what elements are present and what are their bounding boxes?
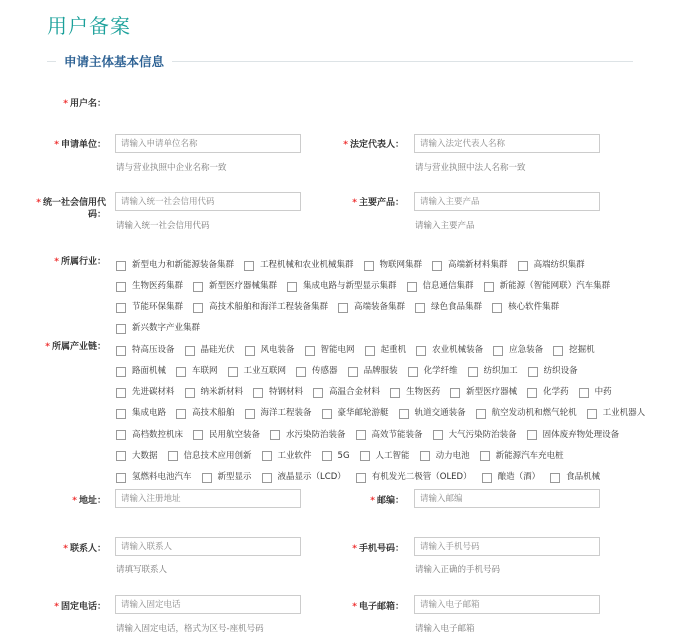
checkbox[interactable] (432, 261, 442, 271)
industry-chain-label: * 所属产业链： (45, 342, 106, 352)
industry-chain-option[interactable] (527, 384, 569, 401)
checkbox[interactable] (262, 473, 272, 483)
checkbox[interactable] (364, 261, 374, 271)
industry-chain-option-label: 轨道交通装备 (414, 408, 466, 419)
phone-input[interactable] (115, 595, 301, 614)
industry-chain-option-label: 高技术船舶 (192, 408, 235, 419)
checkbox[interactable] (116, 473, 126, 483)
industry-chain-option[interactable] (245, 342, 295, 359)
industry-chain-option[interactable] (450, 384, 517, 401)
industry-chain-option[interactable] (313, 384, 380, 401)
industry-chain-option[interactable] (493, 342, 543, 359)
checkbox[interactable] (270, 430, 280, 440)
industry-option[interactable] (116, 320, 200, 337)
industry-chain-option-label: 工业机器人 (602, 408, 646, 419)
industry-chain-option-label: 起重机 (380, 344, 407, 355)
industry-chain-option-label: 大数据 (132, 450, 158, 461)
checkbox[interactable] (399, 409, 409, 419)
industry-chain-option[interactable] (296, 363, 338, 380)
email-hint: 请输入电子邮箱 (415, 624, 475, 634)
checkbox[interactable] (262, 451, 272, 461)
checkbox[interactable] (408, 367, 418, 377)
industry-chain-option[interactable] (176, 363, 218, 380)
checkbox[interactable] (185, 346, 195, 356)
checkbox[interactable] (116, 430, 126, 440)
industry-option[interactable] (415, 299, 482, 316)
industry-chain-option[interactable] (527, 427, 620, 444)
postcode-label: * 邮编： (370, 496, 404, 506)
industry-option[interactable] (492, 299, 559, 316)
checkbox[interactable] (116, 261, 126, 271)
industry-chain-option-label: 固体废弃物处理设备 (542, 429, 620, 440)
industry-chain-option[interactable] (587, 405, 646, 422)
industry-chain-option[interactable] (116, 427, 183, 444)
checkbox[interactable] (450, 388, 460, 398)
industry-chain-option[interactable] (365, 342, 407, 359)
industry-chain-option-label: 高档数控机床 (132, 429, 184, 440)
contact-hint: 请填写联系人 (116, 565, 168, 575)
industry-chain-option[interactable] (399, 405, 466, 422)
checkbox[interactable] (482, 473, 492, 483)
industry-chain-option-label: 传感器 (312, 365, 338, 376)
industry-chain-option-label: 豪华邮轮游艇 (337, 408, 389, 419)
industry-chain-option-label: 水污染防治装备 (286, 429, 346, 440)
contact-label: * 联系人： (63, 544, 106, 554)
industry-option-label: 新型电力和新能源装备集群 (132, 259, 235, 270)
checkbox[interactable] (193, 430, 203, 440)
industry-option-label: 新兴数字产业集群 (132, 323, 201, 334)
industry-option-label: 高端新材料集群 (448, 259, 508, 270)
industry-chain-option-label: 集成电路 (132, 408, 167, 419)
industry-chain-option[interactable] (322, 405, 389, 422)
industry-chain-option-label: 海洋工程装备 (260, 408, 312, 419)
industry-option[interactable] (287, 278, 397, 295)
checkbox[interactable] (550, 473, 560, 483)
industry-chain-option-label: 风电装备 (260, 344, 295, 355)
industry-option-label: 物联网集群 (379, 259, 423, 270)
checkbox[interactable] (433, 430, 443, 440)
industry-option[interactable] (116, 257, 234, 274)
industry-chain-option[interactable] (116, 405, 166, 422)
industry-option[interactable] (364, 257, 423, 274)
industry-chain-option-label: 工业互联网 (243, 365, 287, 376)
industry-option[interactable] (407, 278, 474, 295)
checkbox[interactable] (116, 324, 126, 334)
industry-chain-option[interactable] (468, 363, 518, 380)
industry-chain-option-label: 大气污染防治装备 (448, 429, 517, 440)
postcode-input[interactable] (414, 489, 600, 508)
industry-chain-option[interactable] (168, 448, 252, 465)
industry-chain-option-label: 特高压设备 (132, 344, 175, 355)
industry-chain-option-label: 新型显示 (217, 471, 252, 482)
checkbox[interactable] (356, 473, 366, 483)
checkbox[interactable] (527, 430, 537, 440)
legal-rep-input[interactable] (414, 134, 600, 153)
industry-chain-option-label: 纺织设备 (543, 365, 578, 376)
industry-chain-option-label: 晶硅光伏 (200, 344, 235, 355)
checkbox[interactable] (244, 261, 254, 271)
address-label: * 地址： (72, 496, 106, 506)
industry-option[interactable] (484, 278, 611, 295)
checkbox[interactable] (348, 367, 358, 377)
industry-chain-option-label: 工业软件 (277, 450, 312, 461)
checkbox[interactable] (296, 367, 306, 377)
checkbox[interactable] (202, 473, 212, 483)
industry-chain-option-label: 特钢材料 (269, 387, 304, 398)
checkbox[interactable] (313, 388, 323, 398)
industry-option-label: 高端纺织集群 (533, 259, 585, 270)
industry-label: * 所属行业： (54, 257, 106, 267)
industry-chain-option-label: 品牌服装 (363, 365, 398, 376)
industry-chain-option[interactable] (185, 384, 244, 401)
industry-chain-option-label: 纳米新材料 (200, 387, 244, 398)
industry-chain-option[interactable] (416, 342, 483, 359)
checkbox[interactable] (492, 303, 502, 313)
applicant-unit-input[interactable] (115, 134, 301, 153)
industry-chain-option-label: 高效节能装备 (371, 429, 423, 440)
industry-chain-option[interactable] (262, 448, 312, 465)
checkbox[interactable] (476, 409, 486, 419)
industry-option[interactable] (193, 278, 277, 295)
checkbox[interactable] (407, 282, 417, 292)
industry-chain-option[interactable] (348, 363, 398, 380)
checkbox[interactable] (116, 303, 126, 313)
email-label: * 电子邮箱： (352, 602, 404, 612)
checkbox[interactable] (587, 409, 597, 419)
industry-chain-option[interactable] (356, 469, 472, 486)
industry-option[interactable] (518, 257, 585, 274)
industry-option[interactable] (338, 299, 405, 316)
checkbox[interactable] (553, 346, 563, 356)
credit-code-hint: 请输入统一社会信用代码 (116, 221, 210, 231)
checkbox[interactable] (116, 282, 126, 292)
industry-chain-option[interactable] (420, 448, 470, 465)
checkbox[interactable] (193, 303, 203, 313)
industry-option[interactable] (116, 278, 183, 295)
main-product-label: * 主要产品： (352, 198, 404, 208)
industry-option-label: 节能环保集群 (132, 302, 184, 313)
checkbox[interactable] (527, 388, 537, 398)
industry-chain-option-label: 化学纤维 (423, 365, 458, 376)
industry-option-label: 集成电路与新型显示集群 (303, 280, 397, 291)
checkbox[interactable] (116, 451, 126, 461)
email-input[interactable] (414, 595, 600, 614)
contact-input[interactable] (115, 537, 301, 556)
checkbox[interactable] (493, 346, 503, 356)
main-product-hint: 请输入主要产品 (415, 221, 475, 231)
checkbox[interactable] (322, 451, 332, 461)
industry-option[interactable] (116, 299, 183, 316)
mobile-hint: 请输入正确的手机号码 (415, 565, 501, 575)
industry-chain-option-label: 应急装备 (509, 344, 544, 355)
industry-chain-option[interactable] (356, 427, 423, 444)
industry-chain-option[interactable] (305, 342, 355, 359)
applicant-unit-label: * 申请单位： (54, 140, 106, 150)
industry-chain-option-label: 民用航空装备 (209, 429, 261, 440)
industry-chain-option-label: 挖掘机 (569, 344, 595, 355)
industry-chain-option-label: 氢燃料电池汽车 (132, 471, 192, 482)
industry-checkbox-group (116, 253, 656, 338)
industry-chain-option[interactable] (116, 448, 158, 465)
checkbox[interactable] (185, 388, 195, 398)
credit-code-input[interactable] (115, 192, 301, 211)
industry-option-label: 绿色食品集群 (431, 302, 483, 313)
checkbox[interactable] (322, 409, 332, 419)
checkbox[interactable] (356, 430, 366, 440)
industry-chain-option[interactable] (476, 405, 577, 422)
industry-chain-option-label: 中药 (594, 387, 612, 398)
industry-chain-option[interactable] (270, 427, 346, 444)
industry-option-label: 高技术船舶和海洋工程装备集群 (209, 302, 329, 313)
industry-chain-option-label: 化学药 (543, 387, 569, 398)
industry-chain-option-label: 酿造（酒） (497, 471, 541, 482)
industry-chain-option[interactable] (528, 363, 578, 380)
industry-chain-option[interactable] (322, 448, 350, 465)
industry-chain-option-label: 新型医疗器械 (466, 387, 518, 398)
industry-chain-option[interactable] (202, 469, 252, 486)
checkbox[interactable] (528, 367, 538, 377)
checkbox[interactable] (116, 409, 126, 419)
checkbox[interactable] (416, 346, 426, 356)
industry-option-label: 新能源（智能网联）汽车集群 (499, 280, 611, 291)
industry-chain-option-label: 智能电网 (320, 344, 355, 355)
industry-chain-option[interactable] (116, 469, 192, 486)
industry-option-label: 高端装备集群 (354, 302, 406, 313)
checkbox[interactable] (245, 409, 255, 419)
industry-chain-option-label: 先进碳材料 (132, 387, 175, 398)
section-title: 申请主体基本信息 (56, 52, 172, 70)
main-product-input[interactable] (414, 192, 600, 211)
industry-chain-option-label: 车联网 (192, 365, 218, 376)
checkbox[interactable] (245, 346, 255, 356)
checkbox[interactable] (484, 282, 494, 292)
industry-option-label: 核心软件集群 (508, 302, 560, 313)
industry-option[interactable] (193, 299, 328, 316)
checkbox[interactable] (176, 367, 186, 377)
mobile-label: * 手机号码： (352, 544, 404, 554)
checkbox[interactable] (116, 346, 126, 356)
industry-chain-option[interactable] (116, 342, 175, 359)
legal-rep-hint: 请与营业执照中法人名称一致 (415, 163, 526, 173)
industry-chain-option[interactable] (245, 405, 312, 422)
checkbox[interactable] (579, 388, 589, 398)
industry-chain-option-label: 动力电池 (435, 450, 470, 461)
checkbox[interactable] (305, 346, 315, 356)
checkbox[interactable] (228, 367, 238, 377)
checkbox[interactable] (116, 388, 126, 398)
checkbox[interactable] (253, 388, 263, 398)
checkbox[interactable] (116, 367, 126, 377)
industry-chain-option-label: 纺织加工 (483, 365, 518, 376)
industry-chain-option[interactable] (253, 384, 303, 401)
industry-chain-option[interactable] (433, 427, 517, 444)
phone-hint: 请输入固定电话，格式为区号-座机号码 (116, 624, 264, 634)
username-label: * 用户名： (63, 99, 106, 109)
industry-chain-checkbox-group (116, 338, 656, 486)
industry-chain-option[interactable] (480, 448, 564, 465)
industry-chain-option[interactable] (262, 469, 346, 486)
credit-code-label: * 统一社会信用代码： (36, 198, 106, 220)
industry-option-label: 生物医药集群 (132, 280, 184, 291)
industry-chain-option-label: 路面机械 (132, 365, 167, 376)
industry-chain-option-label: 食品机械 (566, 471, 601, 482)
industry-option[interactable] (432, 257, 508, 274)
industry-chain-option[interactable] (176, 405, 235, 422)
industry-chain-option[interactable] (550, 469, 600, 486)
checkbox[interactable] (415, 303, 425, 313)
industry-chain-option[interactable] (408, 363, 458, 380)
checkbox[interactable] (480, 451, 490, 461)
industry-chain-option[interactable] (193, 427, 260, 444)
industry-option-label: 新型医疗器械集群 (209, 280, 278, 291)
checkbox[interactable] (168, 451, 178, 461)
industry-chain-option-label: 农业机械装备 (432, 344, 484, 355)
industry-chain-option-label: 人工智能 (375, 450, 410, 461)
checkbox[interactable] (365, 346, 375, 356)
industry-chain-option-label: 航空发动机和燃气轮机 (491, 408, 577, 419)
checkbox[interactable] (176, 409, 186, 419)
industry-option-label: 信息通信集群 (422, 280, 474, 291)
industry-chain-option[interactable] (553, 342, 595, 359)
checkbox[interactable] (193, 282, 203, 292)
checkbox[interactable] (420, 451, 430, 461)
applicant-unit-hint: 请与营业执照中企业名称一致 (116, 163, 227, 173)
industry-chain-option-label: 有机发光二极管（OLED） (371, 471, 472, 482)
industry-chain-option-label: 信息技术应用创新 (183, 450, 252, 461)
legal-rep-label: * 法定代表人： (343, 140, 404, 150)
checkbox[interactable] (390, 388, 400, 398)
industry-chain-option[interactable] (228, 363, 287, 380)
mobile-input[interactable] (414, 537, 600, 556)
industry-option-label: 工程机械和农业机械集群 (260, 259, 354, 270)
industry-chain-option[interactable] (390, 384, 440, 401)
checkbox[interactable] (360, 451, 370, 461)
checkbox[interactable] (468, 367, 478, 377)
industry-chain-option[interactable] (185, 342, 235, 359)
industry-chain-option-label: 新能源汽车充电桩 (495, 450, 564, 461)
address-input[interactable] (115, 489, 301, 508)
industry-chain-option[interactable] (482, 469, 541, 486)
checkbox[interactable] (518, 261, 528, 271)
checkbox[interactable] (338, 303, 348, 313)
industry-chain-option-label: 高温合金材料 (329, 387, 381, 398)
phone-label: * 固定电话： (54, 602, 106, 612)
industry-chain-option-label: 液晶显示（LCD） (277, 471, 346, 482)
industry-chain-option-label: 生物医药 (406, 387, 441, 398)
industry-chain-option[interactable] (116, 363, 166, 380)
industry-chain-option[interactable] (579, 384, 612, 401)
checkbox[interactable] (287, 282, 297, 292)
industry-chain-option-label: 5G (337, 450, 350, 461)
industry-option[interactable] (244, 257, 354, 274)
industry-chain-option[interactable] (360, 448, 410, 465)
page-title: 用户备案 (47, 14, 131, 38)
industry-chain-option[interactable] (116, 384, 175, 401)
